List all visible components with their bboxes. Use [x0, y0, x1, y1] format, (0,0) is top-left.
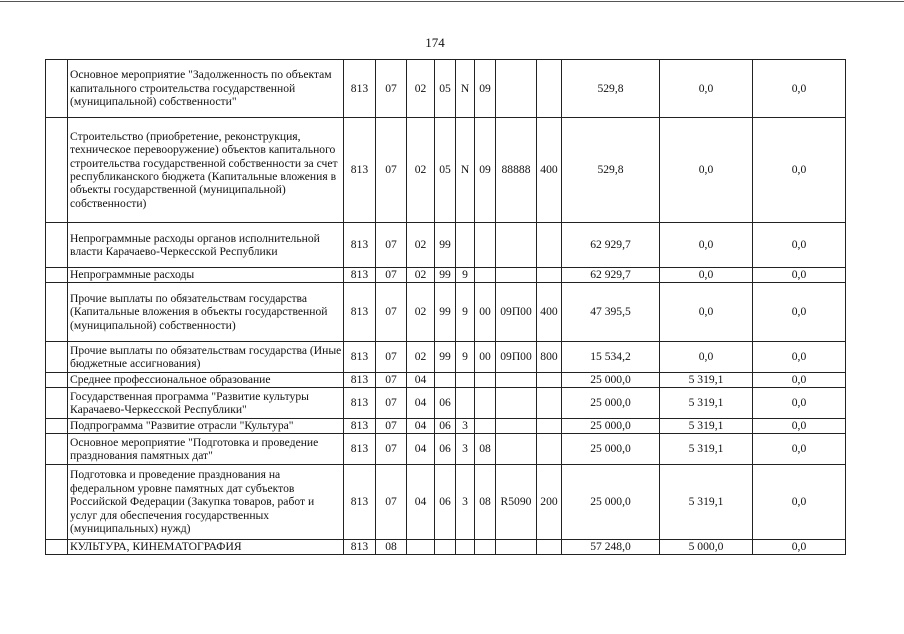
amount-1: 47 395,5: [562, 283, 660, 342]
code-section: 07: [376, 434, 407, 465]
code-section: 07: [376, 223, 407, 268]
code-section: 07: [376, 419, 407, 434]
blank-cell: [46, 118, 68, 223]
code-expense-type: [537, 388, 562, 419]
code-direction: [496, 223, 537, 268]
code-expense-type: [537, 434, 562, 465]
code-expense-type: 800: [537, 342, 562, 373]
amount-1: 57 248,0: [562, 540, 660, 555]
amount-1: 15 534,2: [562, 342, 660, 373]
code-subprogram: 3: [456, 419, 475, 434]
code-subprogram: 9: [456, 342, 475, 373]
amount-3: 0,0: [753, 223, 846, 268]
amount-2: 0,0: [660, 60, 753, 118]
code-subprogram: [456, 373, 475, 388]
code-subprogram: 3: [456, 465, 475, 540]
table-row: [46, 388, 846, 419]
amount-3: 0,0: [753, 268, 846, 283]
blank-cell: [46, 268, 68, 283]
amount-2: 0,0: [660, 342, 753, 373]
code-event: 00: [475, 342, 496, 373]
top-rule: [0, 1, 904, 2]
code-expense-type: 400: [537, 283, 562, 342]
code-direction: [496, 419, 537, 434]
code-section: 07: [376, 465, 407, 540]
code-expense-type: 400: [537, 118, 562, 223]
code-subsection: 04: [407, 434, 435, 465]
code-program: 06: [435, 434, 456, 465]
amount-2: 0,0: [660, 118, 753, 223]
code-direction: 88888: [496, 118, 537, 223]
code-event: [475, 223, 496, 268]
table-row: [46, 268, 846, 283]
blank-cell: [46, 283, 68, 342]
table-body: [46, 60, 846, 555]
blank-cell: [46, 434, 68, 465]
row-name: Непрограммные расходы: [68, 268, 344, 283]
code-subsection: 04: [407, 419, 435, 434]
code-direction: [496, 434, 537, 465]
code-section: 07: [376, 373, 407, 388]
code-expense-type: [537, 268, 562, 283]
table-row: [46, 434, 846, 465]
amount-3: 0,0: [753, 465, 846, 540]
row-name: КУЛЬТУРА, КИНЕМАТОГРАФИЯ: [68, 540, 344, 555]
row-name: Основное мероприятие "Задолженность по объектам капитального строительства государственной (муниципальной) собственности": [68, 60, 344, 118]
amount-1: 25 000,0: [562, 419, 660, 434]
code-section: 08: [376, 540, 407, 555]
code-subsection: 02: [407, 268, 435, 283]
code-subprogram: [456, 223, 475, 268]
amount-2: 5 319,1: [660, 373, 753, 388]
blank-cell: [46, 60, 68, 118]
code-program: 99: [435, 342, 456, 373]
table-row: [46, 465, 846, 540]
code-direction: [496, 60, 537, 118]
code-expense-type: 200: [537, 465, 562, 540]
row-name: Прочие выплаты по обязательствам государства (Иные бюджетные ассигнования): [68, 342, 344, 373]
code-program: 99: [435, 268, 456, 283]
row-name: Подготовка и проведение празднования на федеральном уровне памятных дат субъектов Российской Федерации (Закупка товаров, работ и услуг для обеспечения государственных (муниципальных) нужд): [68, 465, 344, 540]
code-program: 06: [435, 388, 456, 419]
amount-2: 5 319,1: [660, 419, 753, 434]
amount-1: 529,8: [562, 118, 660, 223]
code-subsection: 02: [407, 283, 435, 342]
code-subprogram: [456, 388, 475, 419]
code-direction: 09П00: [496, 283, 537, 342]
code-direction: [496, 373, 537, 388]
blank-cell: [46, 373, 68, 388]
row-name: Непрограммные расходы органов исполнительной власти Карачаево-Черкесской Республики: [68, 223, 344, 268]
amount-3: 0,0: [753, 434, 846, 465]
table-row: [46, 283, 846, 342]
amount-1: 25 000,0: [562, 465, 660, 540]
code-section: 07: [376, 60, 407, 118]
code-expense-type: [537, 60, 562, 118]
code-event: [475, 388, 496, 419]
amount-3: 0,0: [753, 60, 846, 118]
table-row: [46, 419, 846, 434]
table-row: [46, 540, 846, 555]
code-program: 99: [435, 223, 456, 268]
row-name: Строительство (приобретение, реконструкция, техническое перевооружение) объектов капитального строительства государственной собственности за счет республиканского бюджета (Капитальные вложения в объекты государственной (муниципальной) собственности): [68, 118, 344, 223]
code-program: 05: [435, 60, 456, 118]
amount-3: 0,0: [753, 342, 846, 373]
code-event: [475, 373, 496, 388]
amount-1: 62 929,7: [562, 223, 660, 268]
code-program: [435, 373, 456, 388]
code-ministry: 813: [344, 419, 376, 434]
amount-3: 0,0: [753, 373, 846, 388]
row-name: Государственная программа "Развитие культуры Карачаево-Черкесской Республики": [68, 388, 344, 419]
blank-cell: [46, 419, 68, 434]
code-subprogram: 9: [456, 283, 475, 342]
amount-2: 0,0: [660, 223, 753, 268]
table-row: [46, 373, 846, 388]
code-event: 09: [475, 118, 496, 223]
code-subprogram: N: [456, 118, 475, 223]
code-ministry: 813: [344, 283, 376, 342]
code-event: 09: [475, 60, 496, 118]
code-ministry: 813: [344, 388, 376, 419]
amount-3: 0,0: [753, 540, 846, 555]
amount-3: 0,0: [753, 419, 846, 434]
code-subsection: [407, 540, 435, 555]
code-section: 07: [376, 118, 407, 223]
code-subsection: 02: [407, 342, 435, 373]
blank-cell: [46, 223, 68, 268]
blank-cell: [46, 388, 68, 419]
code-subsection: 02: [407, 223, 435, 268]
table-row: [46, 118, 846, 223]
code-section: 07: [376, 283, 407, 342]
amount-3: 0,0: [753, 283, 846, 342]
code-event: 08: [475, 465, 496, 540]
code-ministry: 813: [344, 373, 376, 388]
code-ministry: 813: [344, 118, 376, 223]
amount-2: 0,0: [660, 283, 753, 342]
row-name: Подпрограмма "Развитие отрасли "Культура": [68, 419, 344, 434]
code-subsection: 04: [407, 465, 435, 540]
code-section: 07: [376, 388, 407, 419]
row-name: Прочие выплаты по обязательствам государства (Капитальные вложения в объекты государственной (муниципальной) собственности): [68, 283, 344, 342]
code-program: 06: [435, 419, 456, 434]
code-event: 08: [475, 434, 496, 465]
code-expense-type: [537, 373, 562, 388]
amount-1: 25 000,0: [562, 373, 660, 388]
code-program: 99: [435, 283, 456, 342]
code-expense-type: [537, 223, 562, 268]
amount-2: 5 319,1: [660, 465, 753, 540]
code-event: [475, 419, 496, 434]
code-expense-type: [537, 540, 562, 555]
amount-1: 529,8: [562, 60, 660, 118]
table-row: [46, 60, 846, 118]
code-program: 05: [435, 118, 456, 223]
code-direction: 09П00: [496, 342, 537, 373]
code-subprogram: [456, 540, 475, 555]
code-direction: R5090: [496, 465, 537, 540]
code-direction: [496, 388, 537, 419]
blank-cell: [46, 465, 68, 540]
amount-2: 0,0: [660, 268, 753, 283]
code-subprogram: N: [456, 60, 475, 118]
budget-table: [45, 59, 846, 555]
code-subsection: 02: [407, 60, 435, 118]
code-program: 06: [435, 465, 456, 540]
code-ministry: 813: [344, 434, 376, 465]
code-expense-type: [537, 419, 562, 434]
code-direction: [496, 268, 537, 283]
code-event: [475, 268, 496, 283]
amount-3: 0,0: [753, 118, 846, 223]
blank-cell: [46, 540, 68, 555]
amount-1: 25 000,0: [562, 388, 660, 419]
code-ministry: 813: [344, 342, 376, 373]
code-ministry: 813: [344, 540, 376, 555]
code-subsection: 04: [407, 373, 435, 388]
code-ministry: 813: [344, 223, 376, 268]
code-event: [475, 540, 496, 555]
page-number: 174: [425, 35, 445, 50]
code-subprogram: 9: [456, 268, 475, 283]
code-ministry: 813: [344, 268, 376, 283]
code-program: [435, 540, 456, 555]
table-row: [46, 223, 846, 268]
amount-1: 62 929,7: [562, 268, 660, 283]
code-ministry: 813: [344, 465, 376, 540]
amount-2: 5 319,1: [660, 388, 753, 419]
amount-2: 5 319,1: [660, 434, 753, 465]
code-ministry: 813: [344, 60, 376, 118]
code-event: 00: [475, 283, 496, 342]
blank-cell: [46, 342, 68, 373]
table-row: [46, 342, 846, 373]
code-subprogram: 3: [456, 434, 475, 465]
row-name: Основное мероприятие "Подготовка и проведение празднования памятных дат": [68, 434, 344, 465]
code-subsection: 04: [407, 388, 435, 419]
code-section: 07: [376, 268, 407, 283]
code-direction: [496, 540, 537, 555]
amount-2: 5 000,0: [660, 540, 753, 555]
amount-3: 0,0: [753, 388, 846, 419]
row-name: Среднее профессиональное образование: [68, 373, 344, 388]
code-subsection: 02: [407, 118, 435, 223]
code-section: 07: [376, 342, 407, 373]
amount-1: 25 000,0: [562, 434, 660, 465]
